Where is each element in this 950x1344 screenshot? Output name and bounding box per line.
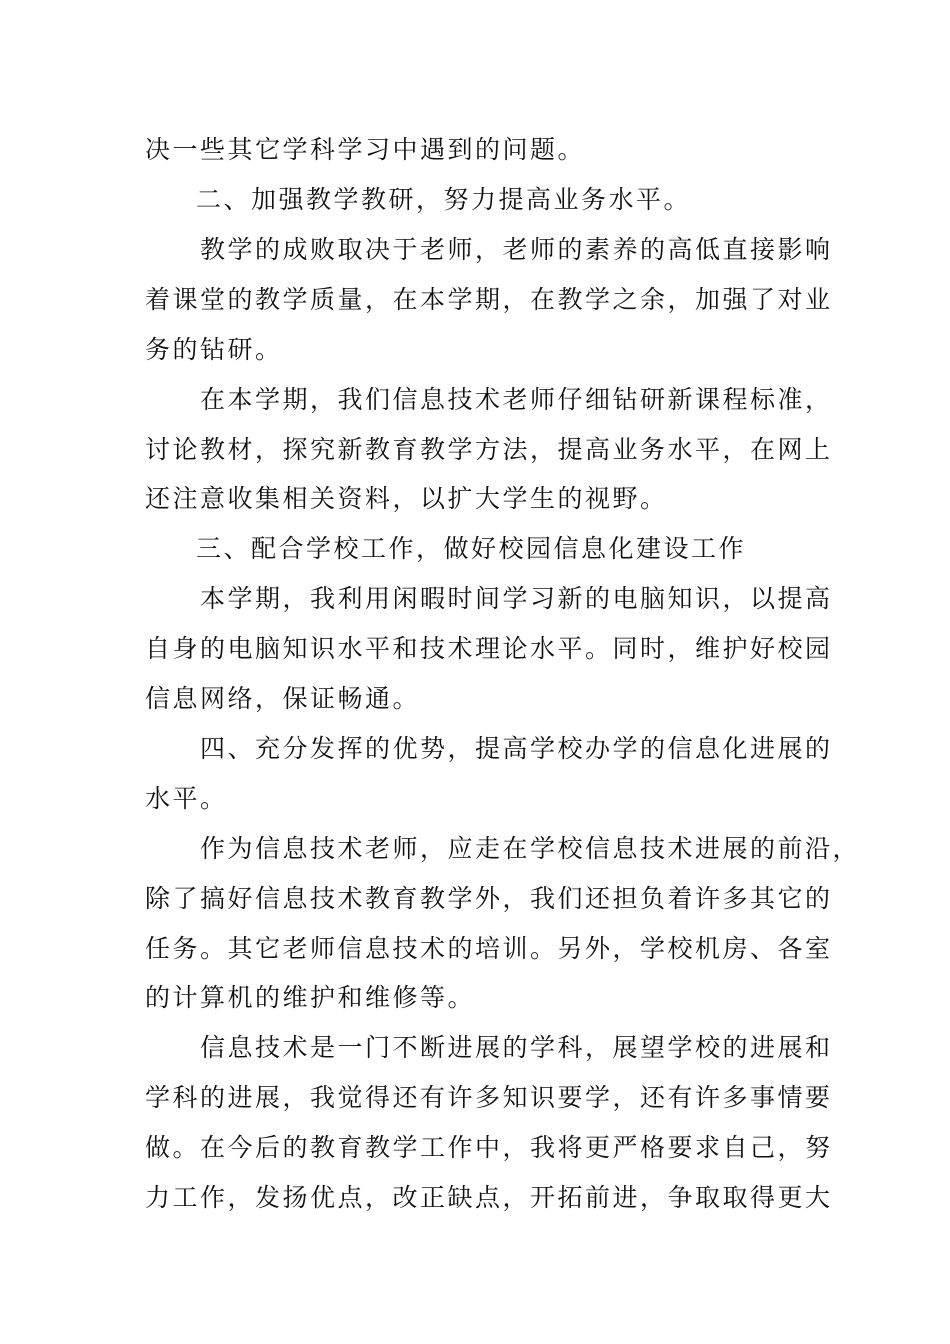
text-line: 作为信息技术老师，应走在学校信息技术进展的前沿，: [200, 834, 861, 863]
text-line: 教学的成败取决于老师，老师的素养的高低直接影响: [200, 235, 833, 264]
section-heading: 三、配合学校工作，做好校园信息化建设工作: [196, 534, 747, 563]
text-line: 任务。其它老师信息技术的培训。另外，学校机房、各室: [145, 934, 833, 963]
section-heading: 二、加强教学教研，努力提高业务水平。: [196, 185, 692, 214]
text-line: 还注意收集相关资料，以扩大学生的视野。: [145, 484, 668, 513]
text-line: 决一些其它学科学习中遇到的问题。: [145, 135, 586, 164]
text-line: 除了搞好信息技术教育教学外，我们还担负着许多其它的: [145, 884, 833, 913]
text-line: 信息技术是一门不断进展的学科，展望学校的进展和: [200, 1033, 833, 1062]
text-line: 讨论教材，探究新教育教学方法，提高业务水平，在网上: [145, 435, 833, 464]
text-line: 自身的电脑知识水平和技术理论水平。同时，维护好校园: [145, 634, 833, 663]
text-line: 力工作，发扬优点，改正缺点，开拓前进，争取取得更大: [145, 1183, 833, 1212]
section-heading: 四、充分发挥的优势，提高学校办学的信息化进展的: [200, 734, 833, 763]
text-line: 本学期，我利用闲暇时间学习新的电脑知识，以提高: [200, 584, 833, 613]
text-line: 务的钻研。: [145, 335, 283, 364]
text-line: 在本学期，我们信息技术老师仔细钻研新课程标准，: [200, 385, 833, 414]
text-line: 的计算机的维护和维修等。: [145, 983, 476, 1012]
text-line: 学科的进展，我觉得还有许多知识要学，还有许多事情要: [145, 1083, 833, 1112]
text-line: 水平。: [145, 784, 228, 813]
text-line: 做。在今后的教育教学工作中，我将更严格要求自己，努: [145, 1133, 833, 1162]
text-line: 着课堂的教学质量，在本学期，在教学之余，加强了对业: [145, 285, 833, 314]
text-line: 信息网络，保证畅通。: [145, 684, 421, 713]
